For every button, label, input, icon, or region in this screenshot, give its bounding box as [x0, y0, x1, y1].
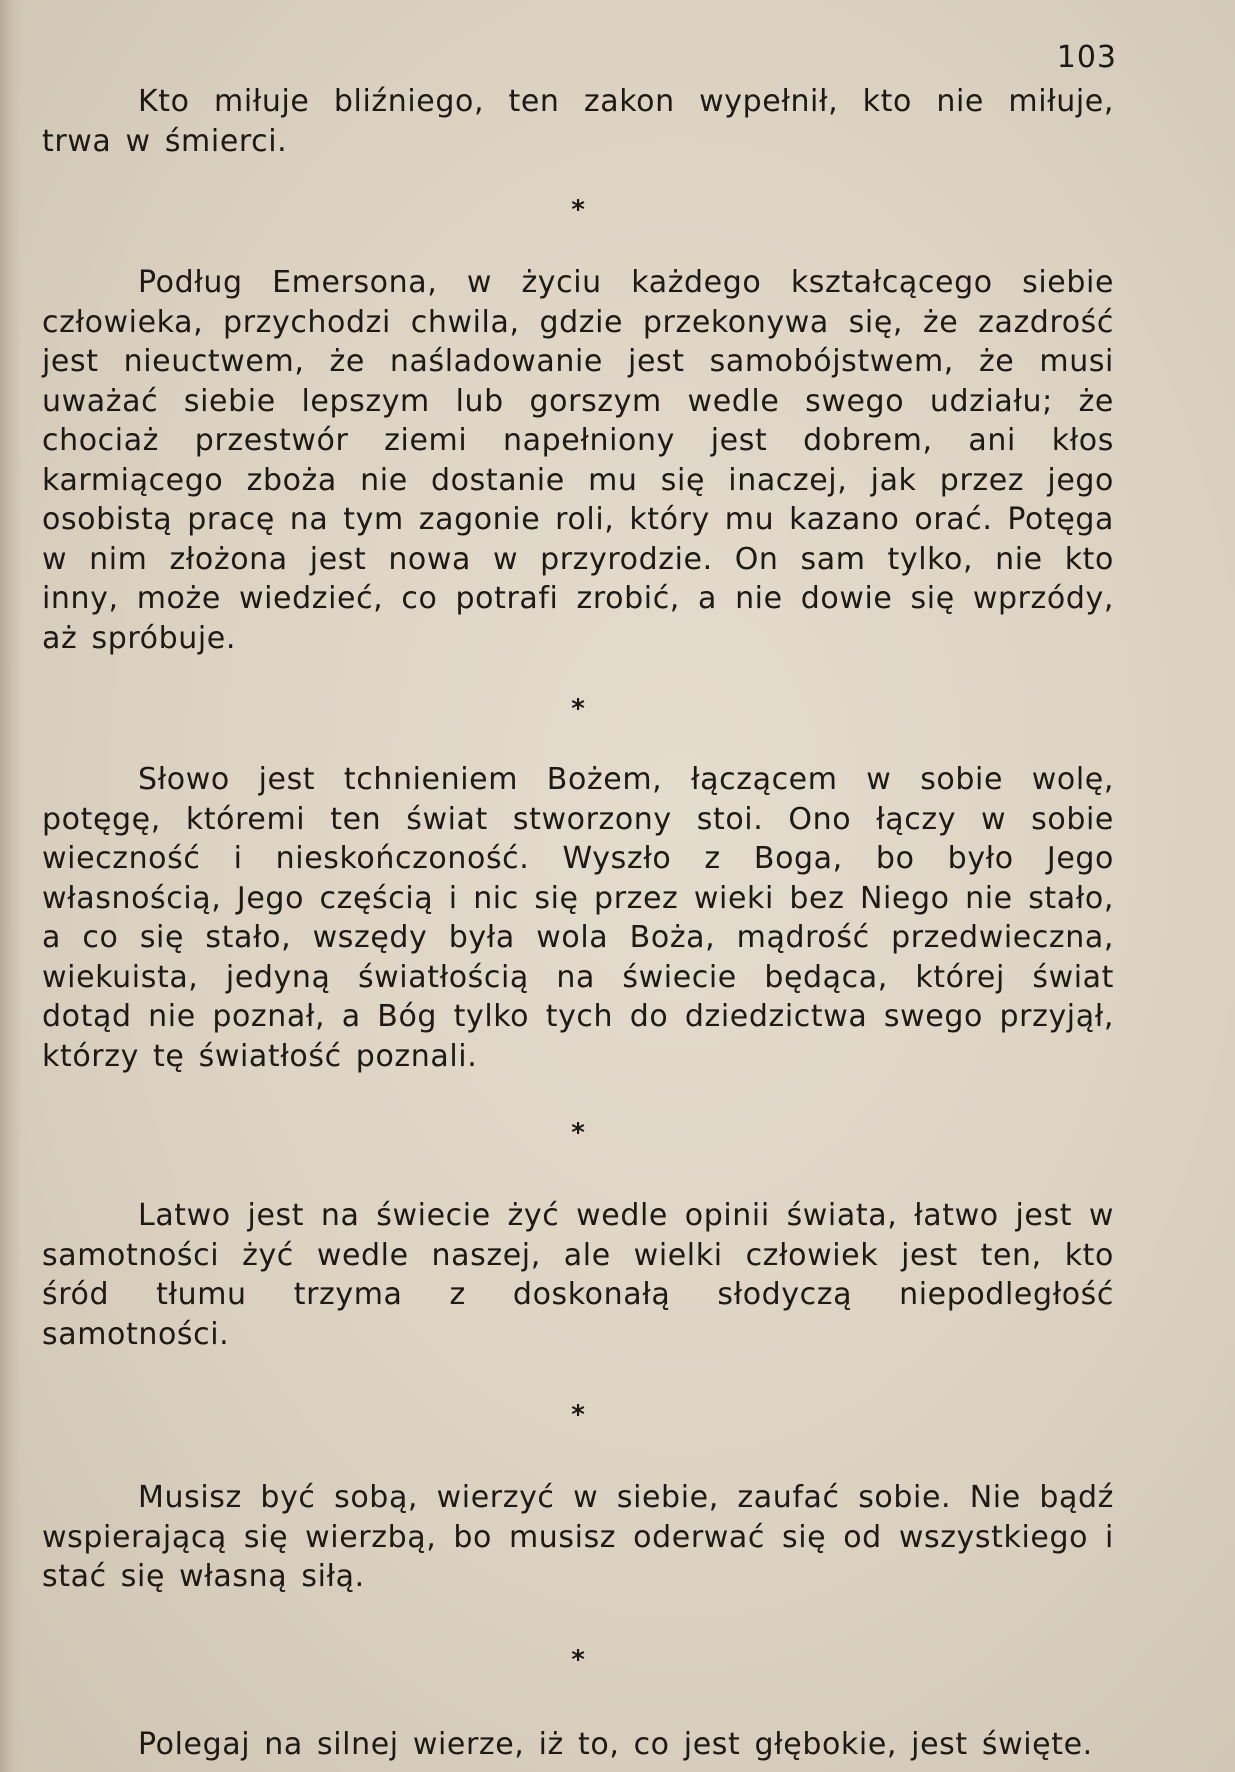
page-content: [42, 82, 1114, 1764]
paragraph-3: Słowo jest tchnieniem Bożem, łączącem w sobie wolę, potęgę, któremi ten świat stworzony stoi. Ono łączy w sobie wieczność i nieskończoność. Wyszło z Boga, bo było Jego własnością, Jego częścią i nic się przez wieki bez Niego nie stało, a co się stało, wszędy była wola Boża, mądrość przedwieczna, wiekuista, jedyną światłością na świecie będąca, której świat dotąd nie poznał, a Bóg tylko tych do dziedzictwa swego przyjął, którzy tę światłość poznali.: [42, 762, 1114, 1074]
paragraph-1: Kto miłuje bliźniego, ten zakon wypełnił, kto nie miłuje, trwa w śmierci.: [42, 84, 1114, 159]
paragraph-4: Latwo jest na świecie żyć wedle opinii świata, łatwo jest w samotności żyć wedle naszej, ale wielki człowiek jest ten, kto śród tłumu trzyma z doskonałą słodyczą niepodległość samotności.: [42, 1198, 1114, 1352]
separator-asterisk: *: [571, 1118, 585, 1148]
paragraph-2: Podług Emersona, w życiu każdego kształcącego siebie człowieka, przychodzi chwila, gdzie przekonywa się, że zazdrość jest nieuctwem, że naśladowanie jest samobójstwem, że musi uważać siebie lepszym lub gorszym wedle swego udziału; że chociaż przestwór ziemi napełniony jest dobrem, ani kłos karmiącego zboża nie dostanie mu się inaczej, jak przez jego osobistą pracę na tym zagonie roli, który mu kazano orać. Potęga w nim złożona jest nowa w przyrodzie. On sam tylko, nie kto inny, może wiedzieć, co potrafi zrobić, a nie dowie się wprzódy, aż spróbuje.: [42, 265, 1114, 656]
binding-edge: [0, 0, 22, 1772]
separator-asterisk: *: [571, 1400, 585, 1430]
separator-asterisk: *: [571, 195, 585, 225]
page-number: 103: [1056, 40, 1117, 75]
separator-asterisk: *: [571, 694, 585, 724]
paragraph-6: Polegaj na silnej wierze, iż to, co jest głębokie, jest święte.: [138, 1726, 1093, 1762]
paragraph-5: Musisz być sobą, wierzyć w siebie, zaufać sobie. Nie bądź wspierającą się wierzbą, bo musisz oderwać się od wszystkiego i stać się własną siłą.: [42, 1480, 1114, 1594]
separator-asterisk: *: [571, 1644, 585, 1675]
